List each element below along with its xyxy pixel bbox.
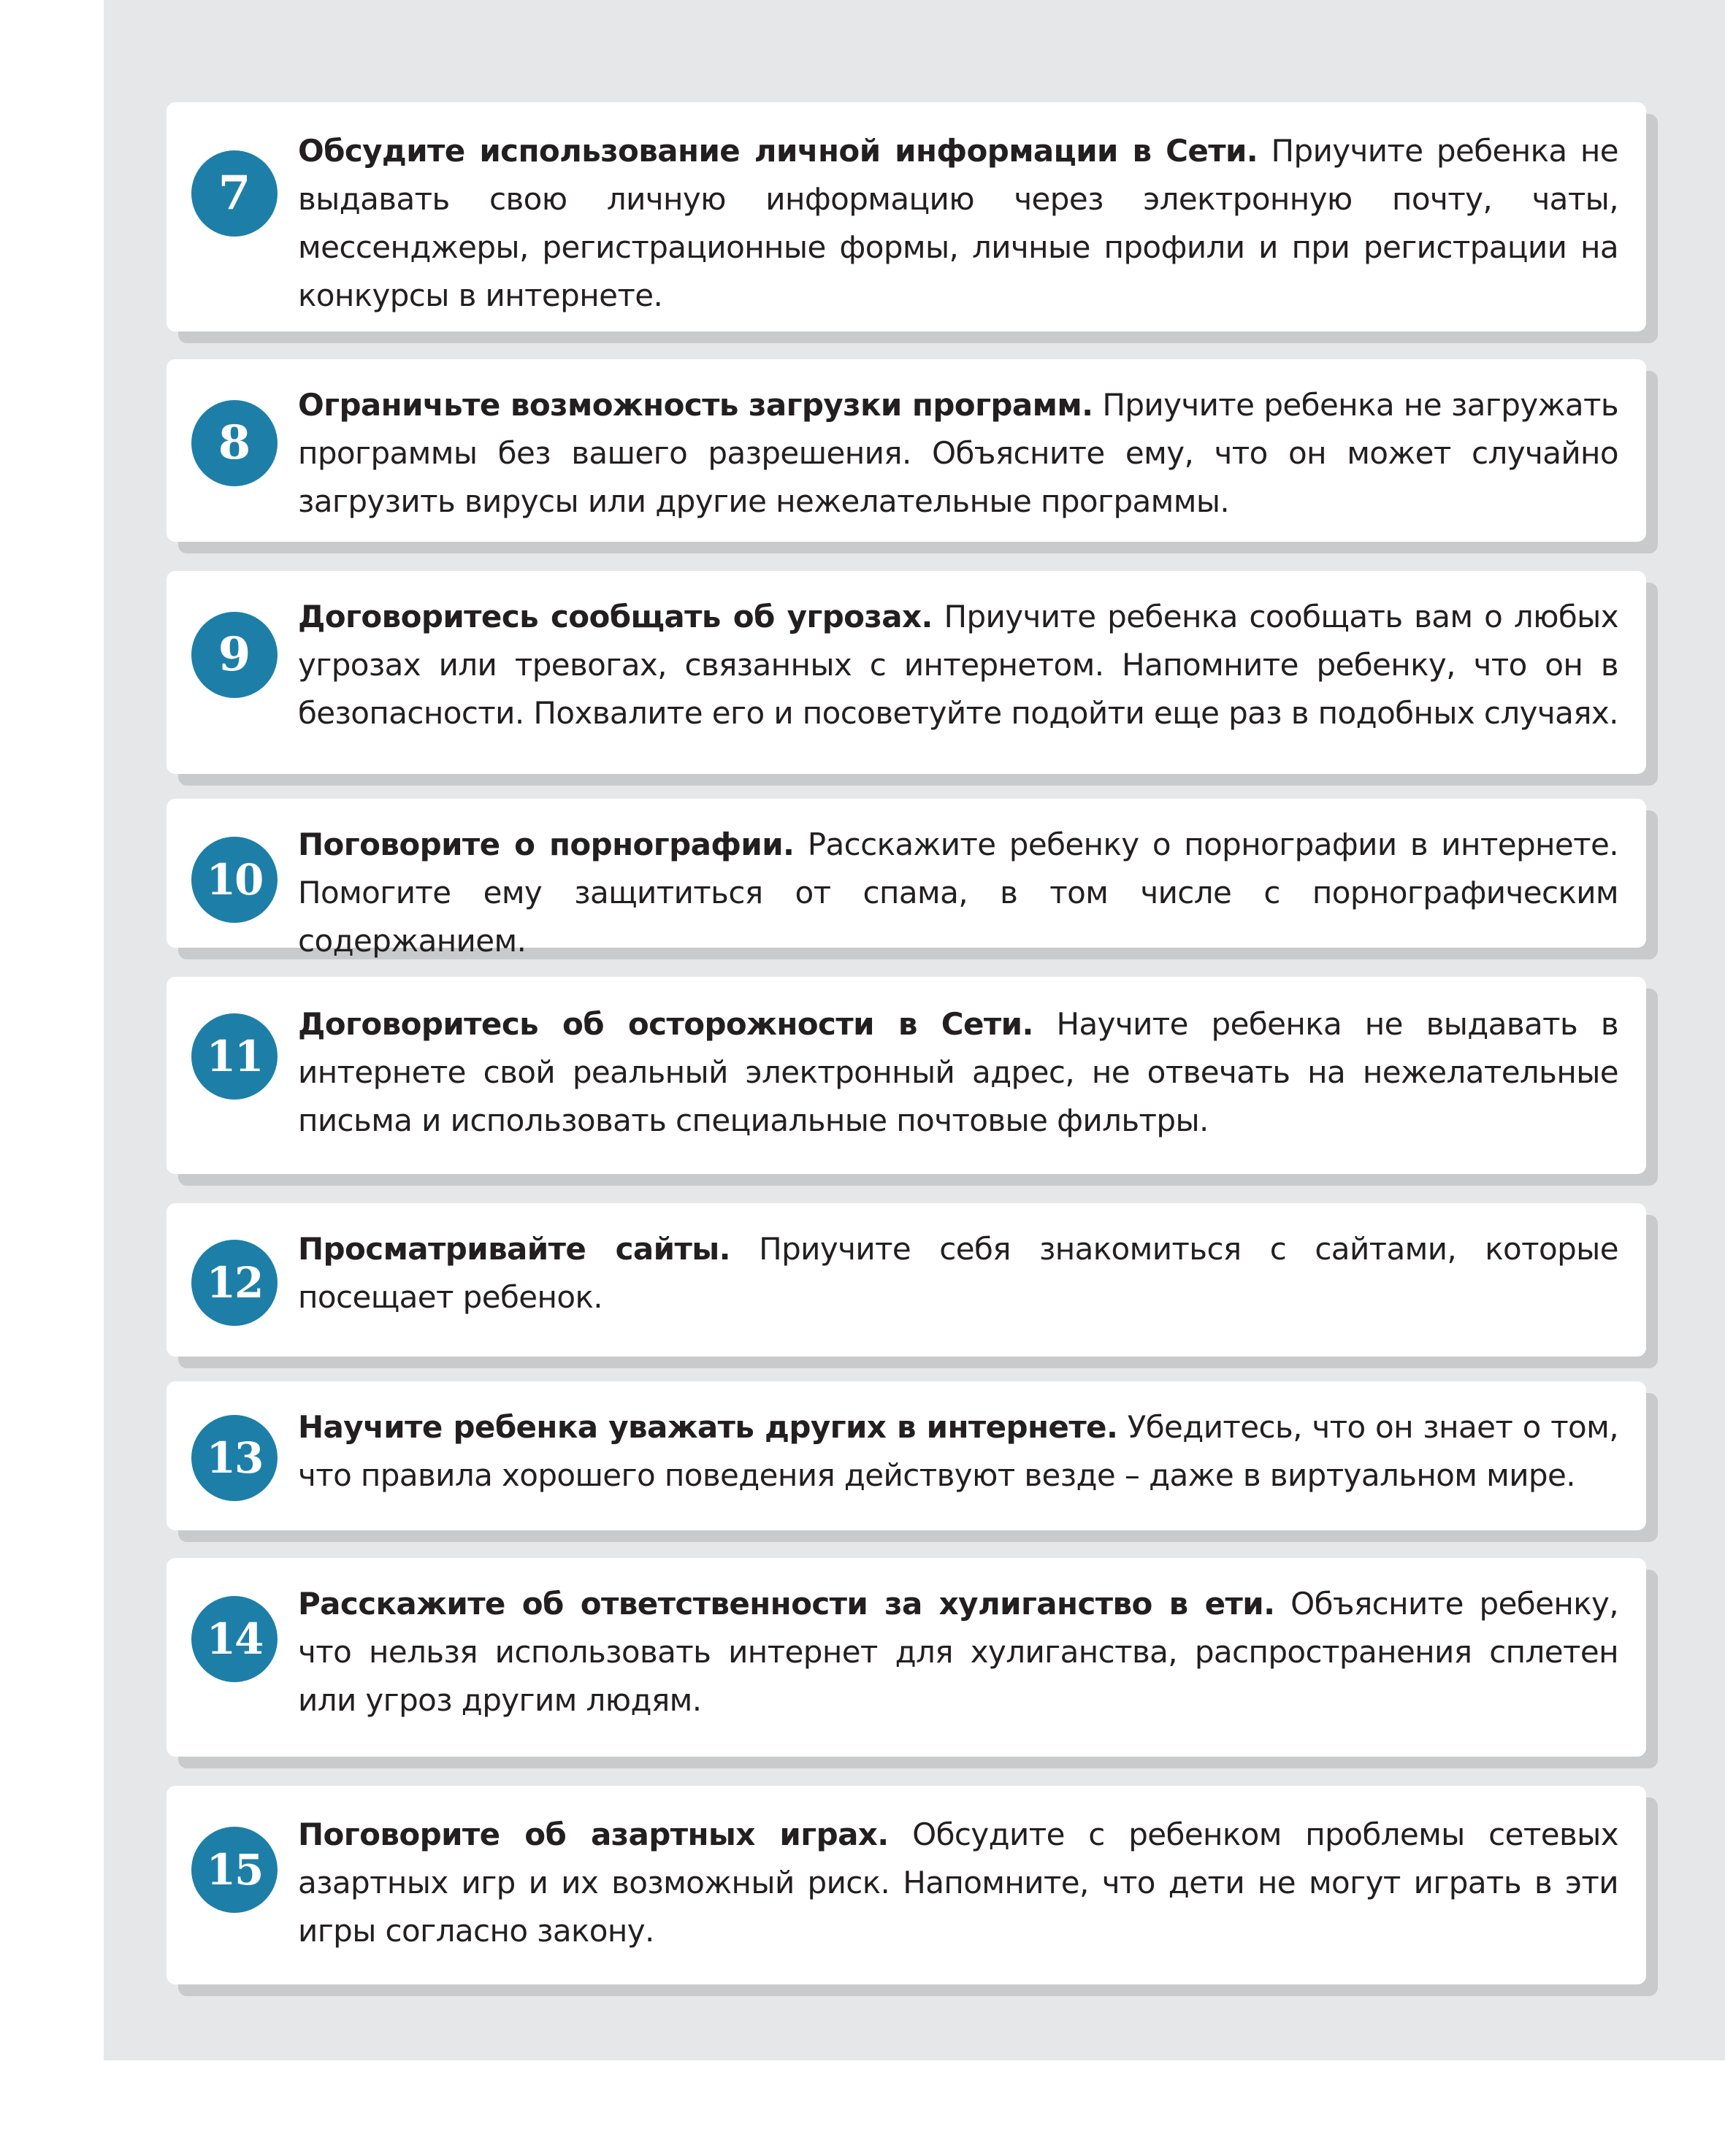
tip-card-14 xyxy=(167,1558,1646,1757)
tip-text xyxy=(298,1580,1618,1725)
tip-text xyxy=(298,1811,1618,1955)
tip-title: Поговорите об азартных играх. xyxy=(298,1817,889,1852)
number-badge: 15 xyxy=(191,1827,278,1913)
tip-title: Расскажите об ответственности за хулиганство в ети. xyxy=(298,1586,1275,1622)
tip-title: Обсудите использование личной информации в Сети. xyxy=(298,133,1258,169)
tip-text xyxy=(298,1000,1618,1145)
tip-body: Расскажите ребенку о порнографии в интернете. Помогите ему защититься от спама, в том числе с порнографическим содержанием. xyxy=(298,826,1618,959)
tip-title: Поговорите о порнографии. xyxy=(298,826,795,862)
tip-text xyxy=(298,593,1618,737)
tip-body: Убедитесь, что он знает о том, что правила хорошего поведения действуют везде – даже в виртуальном мире. xyxy=(298,1409,1618,1493)
tip-text xyxy=(298,1403,1618,1500)
tip-card-11 xyxy=(167,977,1646,1174)
number-badge: 8 xyxy=(191,400,278,486)
tip-card-8 xyxy=(167,359,1646,542)
tip-text xyxy=(298,381,1618,526)
tip-text xyxy=(298,127,1618,320)
tip-card-12 xyxy=(167,1203,1646,1357)
number-badge: 7 xyxy=(191,150,278,237)
number-badge: 9 xyxy=(191,612,278,698)
tip-body: Обсудите с ребенком проблемы сетевых азартных игр и их возможный риск. Напомните, что дети не могут играть в эти игры согласно закону. xyxy=(298,1817,1618,1949)
tip-card-9 xyxy=(167,571,1646,774)
number-badge: 12 xyxy=(191,1240,278,1326)
tip-card-15 xyxy=(167,1786,1646,1984)
tip-body: Объясните ребенку, что нельзя использовать интернет для хулиганства, распространения сплетен или угроз другим людям. xyxy=(298,1586,1618,1718)
tip-card-10 xyxy=(167,799,1646,959)
number-badge: 13 xyxy=(191,1415,278,1501)
number-badge: 10 xyxy=(191,837,278,923)
tip-text xyxy=(298,1225,1618,1321)
tip-body: Приучите ребенка не загружать программы без вашего разрешения. Объясните ему, что он может случайно загрузить вирусы или другие нежелательные программы. xyxy=(298,387,1618,519)
tip-text xyxy=(298,821,1618,965)
tip-title: Договоритесь сообщать об угрозах. xyxy=(298,599,933,634)
tip-title: Договоритесь об осторожности в Сети. xyxy=(298,1006,1033,1042)
tip-title: Научите ребенка уважать других в интернете. xyxy=(298,1409,1118,1445)
number-badge: 11 xyxy=(191,1013,278,1100)
number-badge: 14 xyxy=(191,1596,278,1682)
tip-body: Приучите себя знакомиться с сайтами, которые посещает ребенок. xyxy=(298,1231,1618,1315)
tip-body: Приучите ребенка сообщать вам о любых угрозах или тревогах, связанных с интернетом. Напомните ребенку, что он в безопасности. Похвалите его и посоветуйте подойти еще раз в подобных случаях. xyxy=(298,599,1618,731)
tip-body: Научите ребенка не выдавать в интернете свой реальный электронный адрес, не отвечать на нежелательные письма и использовать специальные почтовые фильтры. xyxy=(298,1006,1618,1138)
tip-card-7 xyxy=(167,102,1646,331)
tip-title: Ограничьте возможность загрузки программ. xyxy=(298,387,1093,423)
tip-body: Приучите ребенка не выдавать свою личную информацию через электронную почту, чаты, мессенджеры, регистрационные формы, личные профили и при регистрации на конкурсы в интернете. xyxy=(298,133,1618,313)
tip-title: Просматривайте сайты. xyxy=(298,1231,730,1267)
tip-card-13 xyxy=(167,1381,1646,1530)
